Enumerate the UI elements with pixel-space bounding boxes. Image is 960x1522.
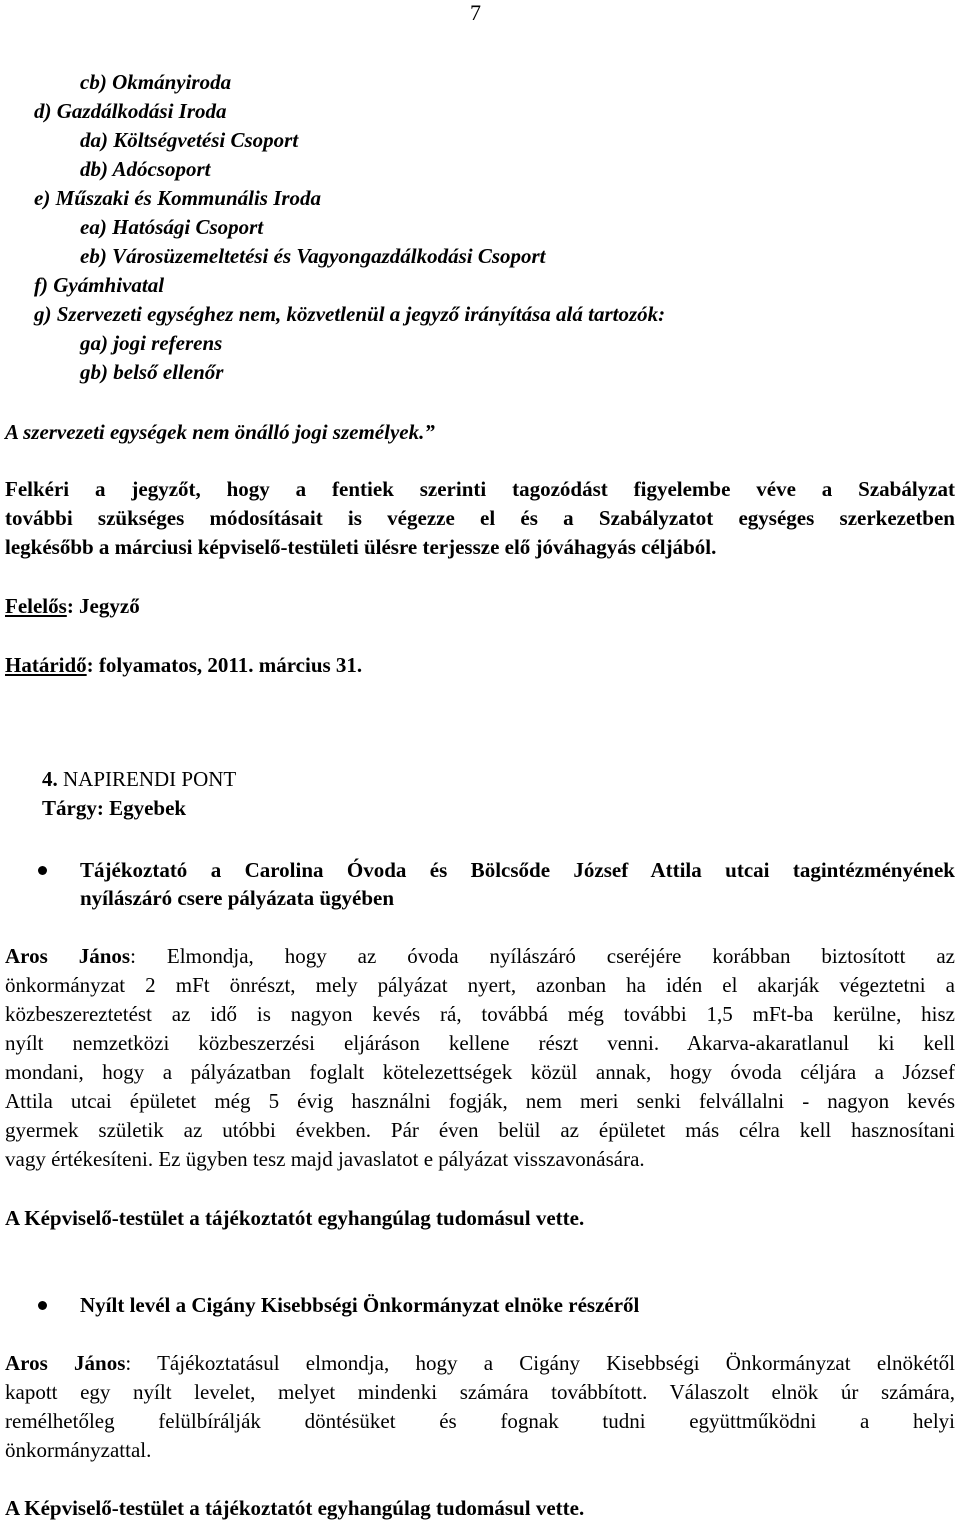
agenda-heading	[42, 765, 236, 793]
item-body-line: önkormányzat 2 mFt önrészt, mely pályázat nyert, azonban ha idén el akarják végeztetni a	[5, 973, 955, 997]
bullet-icon	[38, 866, 47, 875]
responsible-line	[5, 592, 140, 620]
agenda-number: 4.	[42, 767, 58, 791]
agenda-subject: Tárgy: Egyebek	[42, 796, 187, 820]
responsible-label: Felelős	[5, 594, 67, 618]
deadline-line	[5, 651, 362, 679]
org-item: g) Szervezeti egységhez nem, közvetlenül a jegyző irányítása alá tartozók:	[34, 302, 666, 326]
item-body-line: remélhetőleg felülbírálják döntésüket és fognak tudni együttműködni a helyi	[5, 1409, 955, 1433]
item-body-line: mondani, hogy a pályázatban foglalt kötelezettségek közül annak, hogy óvoda céljára a József	[5, 1060, 955, 1084]
org-item: eb) Városüzemeltetési és Vagyongazdálkodási Csoport	[80, 244, 546, 268]
item-decision: A Képviselő-testület a tájékoztatót egyhangúlag tudomásul vette.	[5, 1496, 585, 1520]
item-title: Tájékoztató a Carolina Óvoda és Bölcsőde József Attila utcai tagintézményének	[80, 858, 955, 882]
org-item: gb) belső ellenőr	[80, 360, 224, 384]
bullet-icon	[38, 1301, 47, 1310]
speaker-name: Aros János	[5, 944, 131, 968]
item-body-line: Aros János: Tájékoztatásul elmondja, hogy a Cigány Kisebbségi Önkormányzat elnökétől	[5, 1351, 955, 1375]
resolution-line: további szükséges módosításait is végezze el és a Szabályzatot egységes szerkezetben	[5, 506, 955, 530]
item-decision: A Képviselő-testület a tájékoztatót egyhangúlag tudomásul vette.	[5, 1206, 585, 1230]
item-body-line: Attila utcai épületet még 5 évig használni fogják, nem meri senki felvállalni - nagyon kevés	[5, 1089, 955, 1113]
item-body-line: vagy értékesíteni. Ez ügyben tesz majd javaslatot e pályázat visszavonására.	[5, 1147, 645, 1171]
item-body-line: Aros János: Elmondja, hogy az óvoda nyílászáró cseréjére korábban biztosított az	[5, 944, 955, 968]
page-number: 7	[470, 0, 481, 25]
item-body-line: nyílt nemzetközi közbeszerzési eljáráson kellene részt venni. Akarva-akaratlanul ki kell	[5, 1031, 955, 1055]
org-item: cb) Okmányiroda	[80, 70, 232, 94]
org-item: ea) Hatósági Csoport	[80, 215, 264, 239]
item-body-line: gyermek születik az utóbbi években. Pár éven belül az épületet más célra kell hasznosítani	[5, 1118, 955, 1142]
org-item: ga) jogi referens	[80, 331, 223, 355]
agenda-title: NAPIRENDI PONT	[63, 767, 237, 791]
org-item: da) Költségvetési Csoport	[80, 128, 299, 152]
item-title: Nyílt levél a Cigány Kisebbségi Önkormányzat elnöke részéről	[80, 1293, 640, 1317]
deadline-value: : folyamatos, 2011. március 31.	[86, 653, 363, 677]
org-item: db) Adócsoport	[80, 157, 211, 181]
org-item: e) Műszaki és Kommunális Iroda	[34, 186, 322, 210]
item-body-line: önkormányzattal.	[5, 1438, 152, 1462]
legal-note: A szervezeti egységek nem önálló jogi személyek.”	[5, 420, 435, 444]
responsible-value: : Jegyző	[66, 594, 140, 618]
resolution-line: legkésőbb a márciusi képviselő-testületi ülésre terjessze elő jóváhagyás céljából.	[5, 535, 717, 559]
resolution-line: Felkéri a jegyzőt, hogy a fentiek szerinti tagozódást figyelembe véve a Szabályzat	[5, 477, 955, 501]
item-body-line: közbeszereztetést az idő is nagyon kevés rá, továbbá még további 1,5 mFt-ba kerülne, hisz	[5, 1002, 955, 1026]
item-title: nyílászáró csere pályázata ügyében	[80, 886, 394, 910]
deadline-label: Határidő	[5, 653, 87, 677]
speaker-name: Aros János	[5, 1351, 126, 1375]
org-item: f) Gyámhivatal	[34, 273, 165, 297]
org-item: d) Gazdálkodási Iroda	[34, 99, 227, 123]
item-body-line: kapott egy nyílt levelet, melyet mindenki számára továbbított. Válaszolt elnök úr számára,	[5, 1380, 955, 1404]
